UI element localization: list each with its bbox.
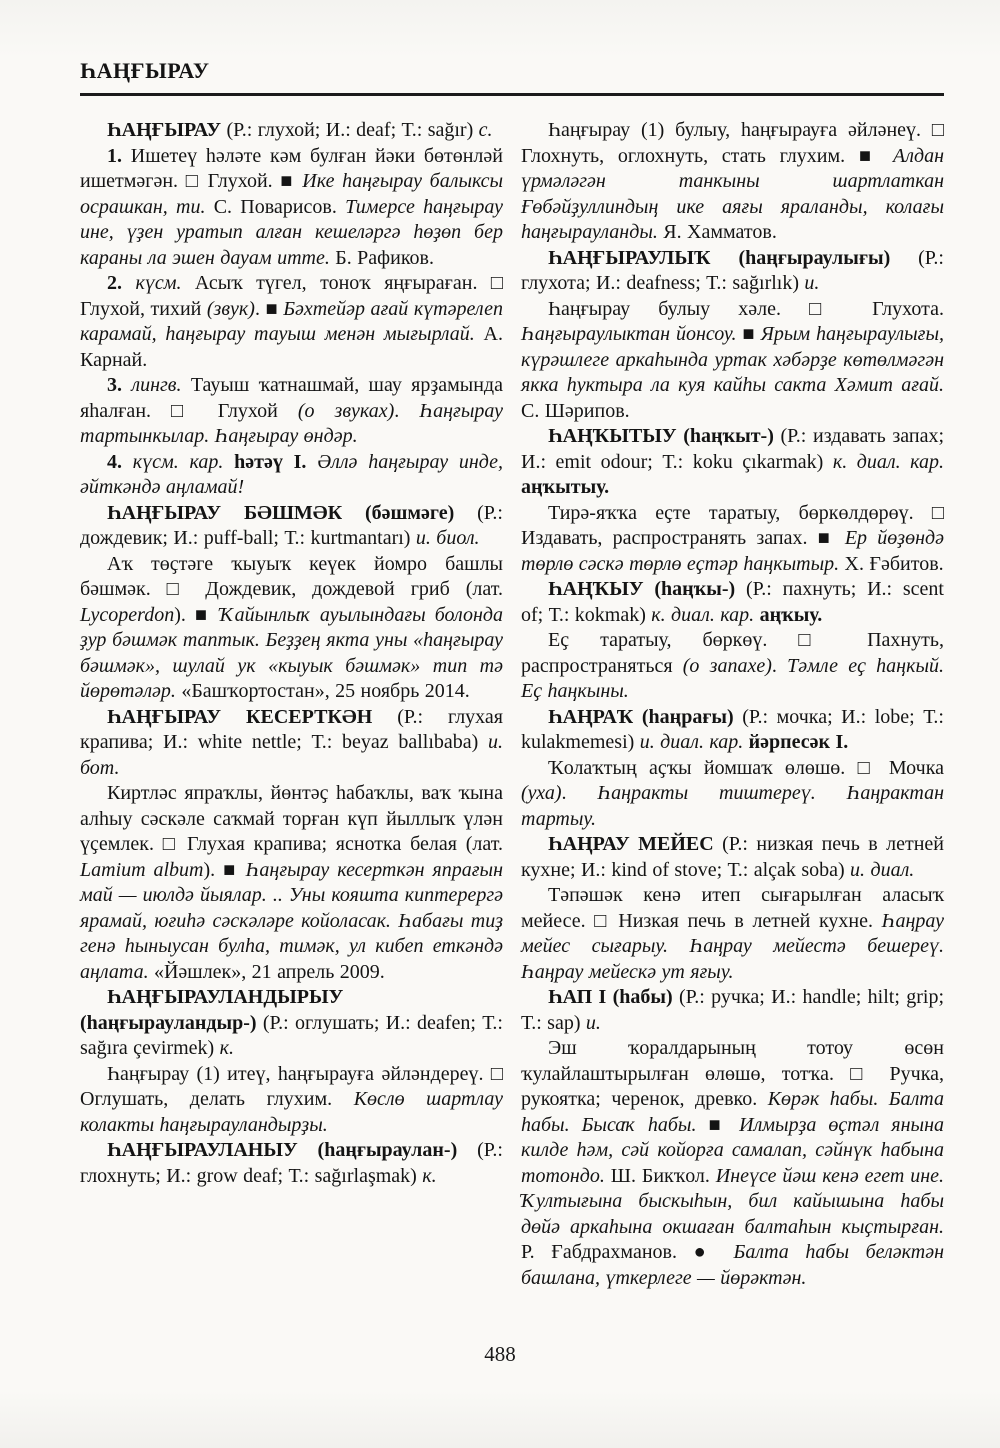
entry-headword: ҺАҢҠЫТЫУ (һаңҡыт-) (Р.: издавать запах; И.: emit odour; Т.: koku çıkarmak) к. диал. кар. аңҡытыу.: [521, 425, 944, 498]
definition: Еҫ таратыу, бөркөү. □ Пахнуть, распространяться (о запахе). Тәмле еҫ һаңкый. Еҫ һаңкыны.: [521, 629, 944, 702]
entry-headword: ҺАҢҒЫРАУЛАНДЫРЫУ (һаңғырауландыр-) (Р.: оглушать; И.: deafen; Т.: sağıra çevirmek) к.: [80, 986, 503, 1059]
entry-headword: ҺАҢҒЫРАУ КЕСЕРТКӘН (Р.: глухая крапива; И.: white nettle; Т.: beyaz ballıbaba) и. бот.: [80, 705, 503, 779]
definition: Ҡолаҡтың аҫҡы йомшаҡ өлөшө. □ Мочка (уха). Һаңракты тиштереү. Һаңрактан тартыу.: [521, 756, 944, 830]
definition: Тәпәшәк кенә итеп сығарылған аласыҡ мейесе. □ Низкая печь в летней кухне. Һаңрау мейес сығарыу. Һаңрау мейестә бешереү. Һаңрау мейескә ут яғыу.: [521, 884, 944, 983]
entry-headword: ҺАҢҒЫРАУ (Р.: глухой; И.: deaf; Т.: sağır) с.: [107, 119, 493, 141]
entry-headword: ҺАҢҠЫУ (һаңҡы-) (Р.: пахнуть; И.: scent of; Т.: kokmak) к. диал. кар. аңҡыу.: [521, 578, 944, 626]
definition: Аҡ төҫтәге ҡыуыҡ кеүек йомро башлы бәшмәк. □ Дождевик, дождевой гриб (лат. Lycoperdon). ■ Ҡайынлыҡ ауылындағы болонда ҙур бәшмәк таптык. Беҙҙең якта уны «һаңғырау бәшмәк», шулай ук «кыуык бәшмәк» тип тә йөрөтәләр. «Башҡортостан», 25 ноябрь 2014.: [80, 552, 503, 702]
definition: Һаңғырау булыу хәле. □ Глухота. Һаңғыраулыктан йонсоу. ■ Ярым һаңғыраулығы, күрәшлеге аркаһында уртак хәбәрҙе көтөлмәгән якка һуктыра ла куя кайһы сакта Хәмит ағай. С. Шәрипов.: [521, 297, 944, 422]
left-column: [80, 118, 503, 1291]
header-rule: [80, 93, 944, 96]
definition: Һаңғырау (1) булыу, һаңғырауға әйләнеү. □ Глохнуть, оглохнуть, стать глухим. ■ Алдан үрмәләгән танкыны шартлаткан Ғөбәйҙуллиндың ике аяғы яраланды, колағы һаңғырауланды. Я. Хамматов.: [521, 119, 944, 243]
entry-headword: ҺАҢРАҠ (һаңрағы) (Р.: мочка; И.: lobe; Т.: kulakmemesi) и. диал. кар. йәрпесәк I.: [521, 705, 944, 753]
definition: Киртләс япраҡлы, йөнтәҫ һабаҡлы, ваҡ ҡына алһыу сәскәле саҡмай торған күп йыллыҡ үлән үҫемлек. □ Глухая крапива; яснотка белая (лат. Lamium album). ■ Һаңғырау кесерткән япрағын май — июлдә йыялар. .. Уны кояшта киптерергә ярамай, юғиһә сәскәләре койоласак. Һабағы тиҙ генә һыныусан булһа, тимәк, ул кибеп еткәндә аңлата. «Йәшлек», 21 апрель 2009.: [80, 782, 504, 983]
sense: 2. күсм. Асыҡ түгел, тоноҡ яңғыраған. □ Глухой, тихий (звук). ■ Бәхтейәр ағай күтәрелеп карамай, һаңғырау тауыш менән мығырлай. А. Карнай.: [80, 272, 503, 371]
sense: 3. лингв. Тауыш ҡатнашмай, шау ярҙамында яһалған. □ Глухой (о звуках). Һаңғырау тартынкылар. Һаңғырау өндәр.: [80, 374, 503, 447]
right-column: [521, 118, 944, 1291]
entry-headword: ҺАҢҒЫРАУЛАНЫУ (һаңғыраулан-) (Р.: глохнуть; И.: grow deaf; Т.: sağırlaşmak) к.: [80, 1139, 503, 1187]
definition: Эш ҡоралдарының тотоу өсөн ҡулайлаштырылған өлөшө, тотҡа. □ Ручка, рукоятка; черенок, древко. Көрәк һабы. Балта һабы. Бысаҡ һабы. ■ Илмырҙа өҫтәл янына килде һәм, сәй койорға самалап, сәйнүк һабына тотондо. Ш. Бикҡол. Инеүсе йәш кенә егет ине. Ҡултығына быскыһын, бил кайышына һабы дөйә аркаһына окшаған балтаһын кыҫтырған. Р. Ғабдрахманов. ● Балта һабы беләктән башлана, үткерлеге — йөрәктән.: [521, 1037, 944, 1289]
text-columns: [80, 118, 944, 1291]
entry-headword: ҺАҢРАУ МЕЙЕС (Р.: низкая печь в летней кухне; И.: kind of stove; Т.: alçak soba) и. диал.: [521, 833, 945, 881]
entry-headword: ҺАҢҒЫРАУ БӘШМӘК (бәшмәге) (Р.: дождевик; И.: puff-ball; Т.: kurtmantarı) и. биол.: [80, 501, 503, 549]
running-header: ҺАҢҒЫРАУ: [80, 58, 210, 83]
page-number: 488: [484, 1342, 516, 1366]
entry-headword: ҺАҢҒЫРАУЛЫҠ (һаңғыраулығы) (Р.: глухота; И.: deafness; Т.: sağırlık) и.: [521, 246, 944, 294]
definition: Тирә-яҡҡа еҫте таратыу, бөркөлдөрөү. □ Издавать, распространять запах. ■ Ер йөҙөндә төрлө сәскә төрлө еҫтәр һаңкытыр. Х. Ғәбитов.: [521, 501, 944, 575]
sense: 4. күсм. кар. һәтәү I. Әллә һаңғырау инде, әйткәндә аңламай!: [80, 450, 504, 498]
entry-headword: ҺАП I (һабы) (Р.: ручка; И.: handle; hilt; grip; Т.: sap) и.: [521, 986, 945, 1034]
definition: Һаңғырау (1) итеү, һаңғырауға әйләндереү. □ Оглушать, делать глухим. Көслө шартлау колакты һаңғырауландырҙы.: [80, 1062, 503, 1136]
sense: 1. Ишетеү һәләте кәм булған йәки бөтөнләй ишетмәгән. □ Глухой. ■ Ике һаңғырау балыксы осрашкан, ти. С. Поварисов. Тимерсе һаңғырау ине, үҙен уратып алған кешеләргә һөҙөп бер караны ла эшен дауам итте. Б. Рафиков.: [80, 144, 504, 269]
